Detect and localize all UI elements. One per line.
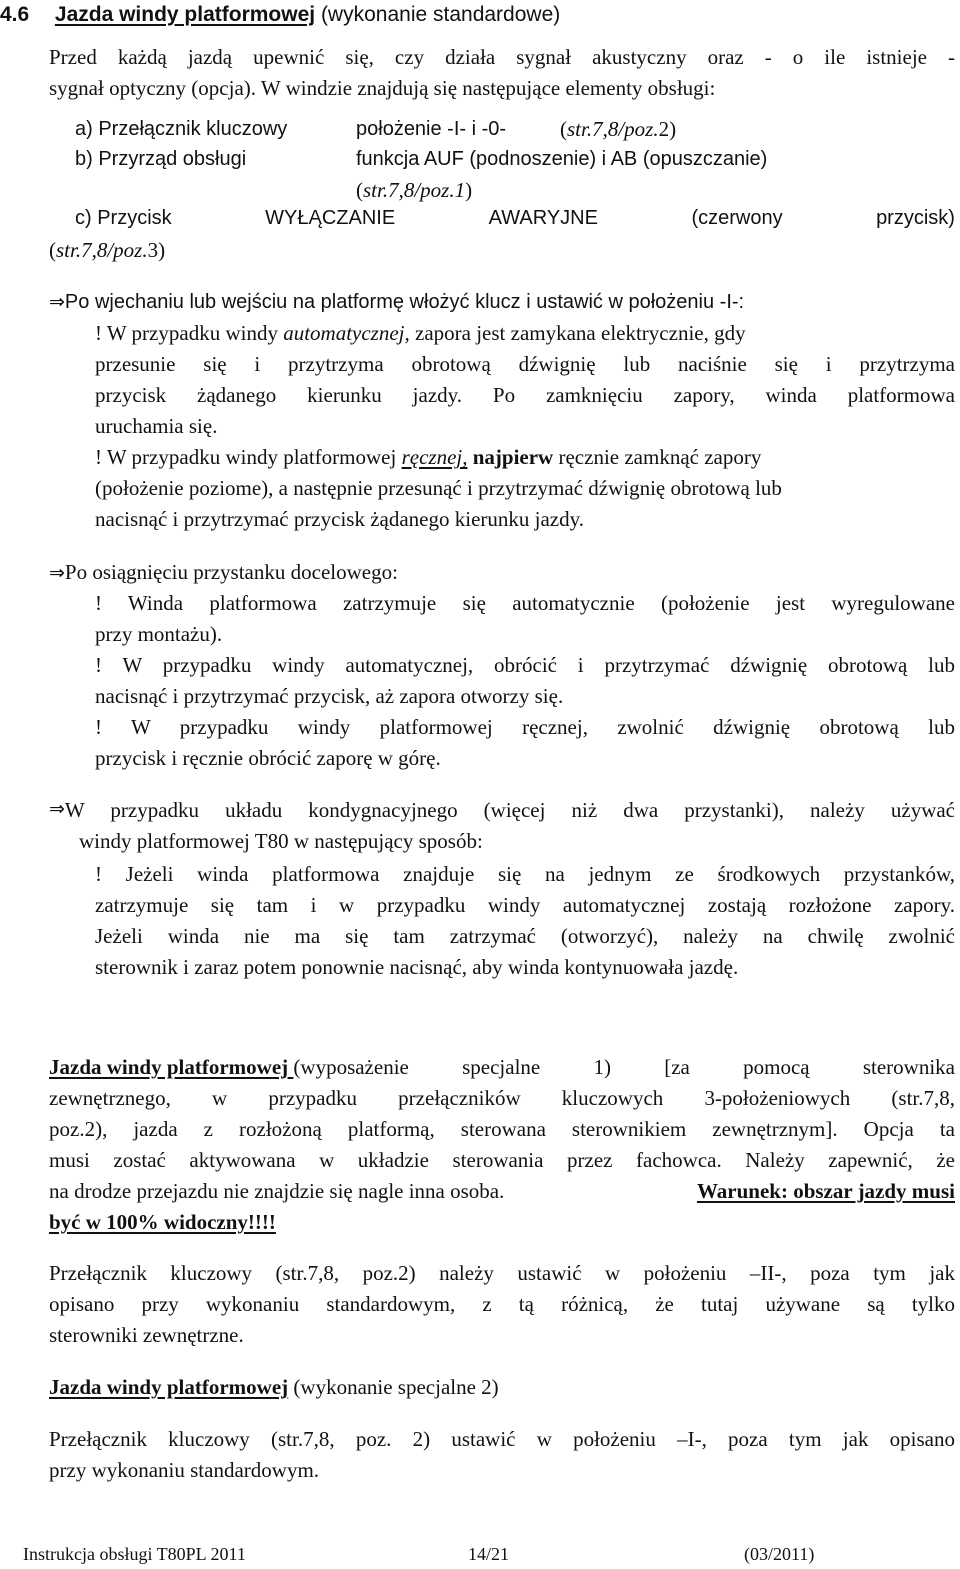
arrival-p3-line-1: ! W przypadku windy platformowej ręcznej, zwolnić dźwignię obrotową lub [95,715,955,739]
multi-heading-1: W przypadku układu kondygnacyjnego (więcej niż dwa przystanki), należy używać [64,798,955,822]
control-a-ref: (str.7,8/poz.2) [560,117,677,141]
special1-title: Jazda windy platformowej [49,1055,294,1079]
control-c-w2: AWARYJNE [488,207,598,229]
special1-line-4: musi zostać aktywowana w układzie sterowania przez fachowca. Należy zapewnić, że [49,1148,955,1172]
multi-heading-line [49,798,955,823]
entry-auto-line-4: uruchamia się. [95,414,218,438]
special1-line-1 [49,1055,955,1080]
special1-warning: Warunek: obszar jazdy musi [696,1179,955,1203]
entry-auto-line-1: ! W przypadku windy automatycznej, zapora jest zamykana elektrycznie, gdy [95,321,746,345]
footer-page-number: 14/21 [468,1544,510,1564]
footer-left: Instrukcja obsługi T80PL 2011 [23,1544,246,1564]
arrival-p3-line-2: przycisk i ręcznie obrócić zaporę w górę. [95,746,441,770]
control-c-w4: przycisk) [876,207,955,229]
control-c-line [75,207,955,230]
multi-heading-2: windy platformowej T80 w następujący sposób: [79,829,483,853]
section-title-suffix: (wykonanie standardowe) [315,3,561,26]
intro-line-2: sygnał optyczny (opcja). W windzie znajdują się następujące elementy obsługi: [49,76,716,100]
arrow-icon: ⇒ [49,291,65,313]
entry-auto-line-2: przesunie się i przytrzyma obrotową dźwignię lub naciśnie się i przytrzyma [95,352,955,376]
section-number: 4.6 [0,3,30,26]
entry-auto-line-3: przycisk żądanego kierunku jazdy. Po zamknięciu zapory, winda platformowa [95,383,955,407]
special1-line-3: poz.2), jazda z rozłożoną platformą, sterowana sterownikiem zewnętrznym]. Opcja ta [49,1117,955,1141]
special1-line-5: na drodze przejazdu nie znajdzie się nagle inna osoba. Warunek: obszar jazdy musi [49,1179,955,1203]
special2-title: Jazda windy platformowej [49,1375,289,1399]
control-a-label: a) Przełącznik kluczowy [75,118,288,140]
entry-manual-line-2: (położenie poziome), a następnie przesunąć i przytrzymać dźwignię obrotową lub [95,476,782,500]
arrival-p2-line-2: nacisnąć i przytrzymać przycisk, aż zapora otworzy się. [95,684,564,708]
multi-line-2: zatrzymuje się tam i w przypadku windy automatycznej zostają rozłożone zapory. [95,893,955,917]
arrow-icon: ⇒ [49,562,65,584]
control-c-w1: WYŁĄCZANIE [265,207,396,229]
footer-date: (03/2011) [744,1544,815,1564]
arrival-p1-line-2: przy montażu). [95,622,223,646]
section-title: Jazda windy platformowej [54,3,316,26]
special1-key-line-3: sterowniki zewnętrzne. [49,1323,244,1347]
control-c-ref: (str.7,8/poz.3) [49,238,166,262]
entry-heading: Po wjechaniu lub wejściu na platformę włożyć klucz i ustawić w położeniu -I-: [64,291,745,313]
special1-line-1-rest: (wyposażenie specjalne 1) [za pomocą sterownika [293,1055,955,1079]
arrival-p1-line-1: ! Winda platformowa zatrzymuje się automatycznie (położenie jest wyregulowane [95,591,955,615]
entry-heading-line [49,289,744,314]
special1-warning-2: być w 100% widoczny!!!! [49,1210,276,1234]
control-c-w3: (czerwony [691,207,783,229]
control-b-desc: funkcja AUF (podnoszenie) i AB (opuszczanie) [356,148,768,170]
arrow-icon: ⇒ [49,798,65,820]
control-c-label: c) Przycisk [75,207,172,229]
special1-line-2: zewnętrznego, w przypadku przełączników kluczowych 3-położeniowych (str.7,8, [49,1086,955,1110]
arrival-heading-line [49,560,398,585]
multi-line-4: sterownik i zaraz potem ponownie nacisnąć, aby winda kontynuowała jazdę. [95,955,739,979]
intro-line-1: Przed każdą jazdą upewnić się, czy działa sygnał akustyczny oraz - o ile istnieje - [49,45,955,69]
special2-line-2: przy wykonaniu standardowym. [49,1458,320,1482]
special1-key-line-2: opisano przy wykonaniu standardowym, z tą różnicą, że tutaj używane są tylko [49,1292,955,1316]
special1-key-line-1: Przełącznik kluczowy (str.7,8, poz.2) należy ustawić w położeniu –II-, poza tym jak [49,1261,955,1285]
arrival-heading: Po osiągnięciu przystanku docelowego: [64,560,398,584]
special2-line-1: Przełącznik kluczowy (str.7,8, poz. 2) ustawić w położeniu –I-, poza tym jak opisano [49,1427,955,1451]
multi-line-1: ! Jeżeli winda platformowa znajduje się na jednym ze środkowych przystanków, [95,862,955,886]
entry-manual-line-3: nacisnąć i przytrzymać przycisk żądanego kierunku jazdy. [95,507,584,531]
special2-heading: Jazda windy platformowej (wykonanie specjalne 2) [49,1375,499,1399]
arrival-p2-line-1: ! W przypadku windy automatycznej, obrócić i przytrzymać dźwignię obrotową lub [95,653,955,677]
section-heading [0,3,560,27]
control-b-ref: (str.7,8/poz.1) [356,178,473,202]
entry-manual-line-1: ! W przypadku windy platformowej ręcznej, najpierw ręcznie zamknąć zapory [95,445,762,469]
control-a-desc: położenie -I- i -0- [356,118,507,140]
multi-line-3: Jeżeli winda nie ma się tam zatrzymać (otworzyć), należy na chwilę zwolnić [95,924,955,948]
control-b-label: b) Przyrząd obsługi [75,148,247,170]
